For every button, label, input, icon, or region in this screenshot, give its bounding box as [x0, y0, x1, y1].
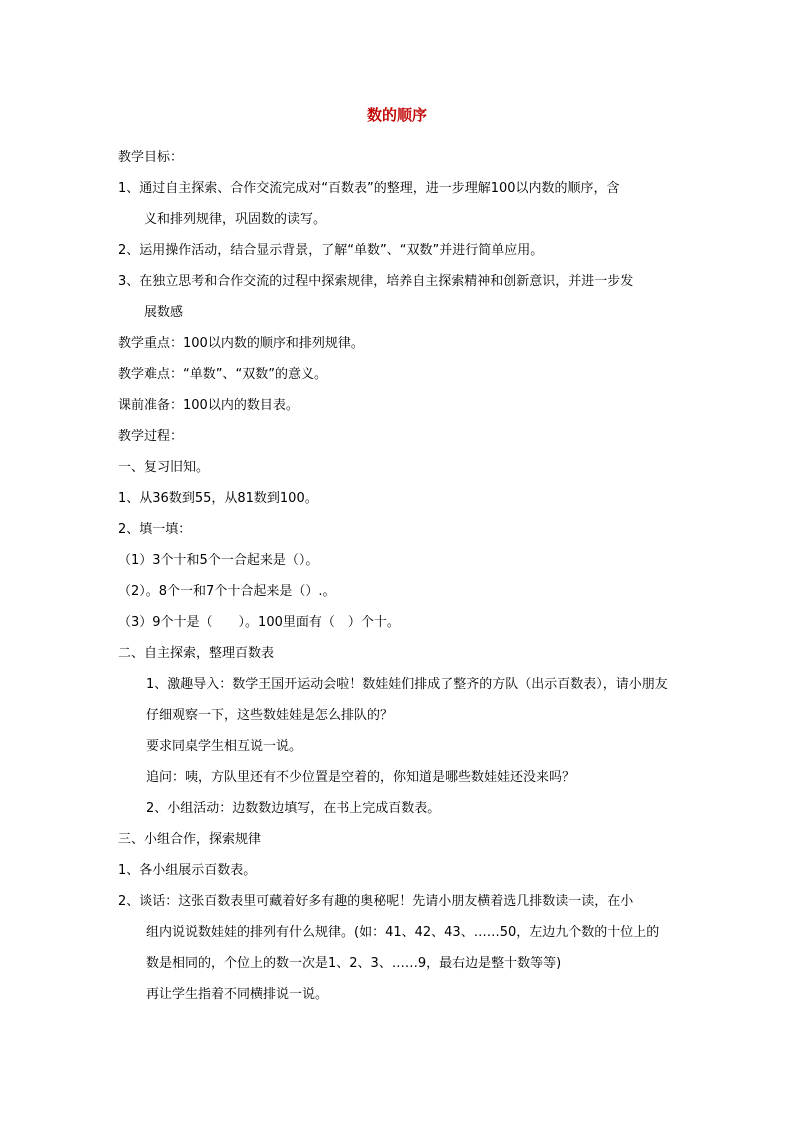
heading-process: 教学过程：	[118, 429, 184, 444]
preparation: 课前准备：100以内的数目表。	[118, 398, 299, 413]
section-2-heading: 二、自主探索，整理百数表	[118, 646, 275, 661]
objective-1: 1、通过自主探索、合作交流完成对“百数表”的整理，进一步理解100以内数的顺序，含	[118, 181, 620, 196]
discussion-cont-1: 组内说说数娃娃的排列有什么规律。(如：41、42、43、……50，左边九个数的十位上的	[146, 925, 660, 940]
fill-item-1: （1）3个十和5个一合起来是（）。	[118, 553, 319, 568]
objective-1-cont: 义和排列规律，巩固数的读写。	[144, 212, 327, 227]
discussion: 2、谈话：这张百数表里可藏着好多有趣的奥秘呢！先请小朋友横着选几排数读一读，在小	[118, 894, 634, 909]
objective-3-cont: 展数感	[144, 305, 184, 320]
fill-item-3: （3）9个十是（ ）。100里面有（ ）个十。	[118, 615, 400, 630]
review-item-2: 2、填一填：	[118, 522, 192, 537]
activity-intro-cont: 仔细观察一下，这些数娃娃是怎么排队的？	[146, 708, 394, 723]
follow-up-question: 追问：咦，方队里还有不少位置是空着的，你知道是哪些数娃娃还没来吗？	[146, 770, 576, 785]
group-display: 1、各小组展示百数表。	[118, 863, 257, 878]
section-1-heading: 一、复习旧知。	[118, 460, 210, 475]
discussion-cont-2: 数是相同的，个位上的数一次是1、2、3、……9，最右边是整十数等等)	[146, 956, 562, 971]
document-title: 数的顺序	[366, 106, 427, 124]
review-item-1: 1、从36数到55，从81数到100。	[118, 491, 318, 506]
section-3-heading: 三、小组合作，探索规律	[118, 832, 262, 847]
difficult-point: 教学难点：“单数”、“双数”的意义。	[118, 367, 327, 382]
pair-discussion: 要求同桌学生相互说一说。	[146, 739, 303, 754]
objective-2: 2、运用操作活动，结合显示背景，了解“单数”、“双数”并进行简单应用。	[118, 243, 544, 258]
fill-item-2: （2）。8个一和7个十合起来是（）.。	[118, 584, 336, 599]
group-activity: 2、小组活动：边数数边填写，在书上完成百数表。	[146, 801, 441, 816]
objective-3: 3、在独立思考和合作交流的过程中探索规律，培养自主探索精神和创新意识，并进一步发	[118, 274, 634, 289]
student-practice: 再让学生指着不同横排说一说。	[146, 987, 329, 1002]
heading-objectives: 教学目标：	[118, 150, 184, 165]
activity-intro: 1、激趣导入：数学王国开运动会啦！数娃娃们排成了整齐的方队（出示百数表），请小朋友	[146, 677, 668, 692]
key-point: 教学重点：100以内数的顺序和排列规律。	[118, 336, 364, 351]
